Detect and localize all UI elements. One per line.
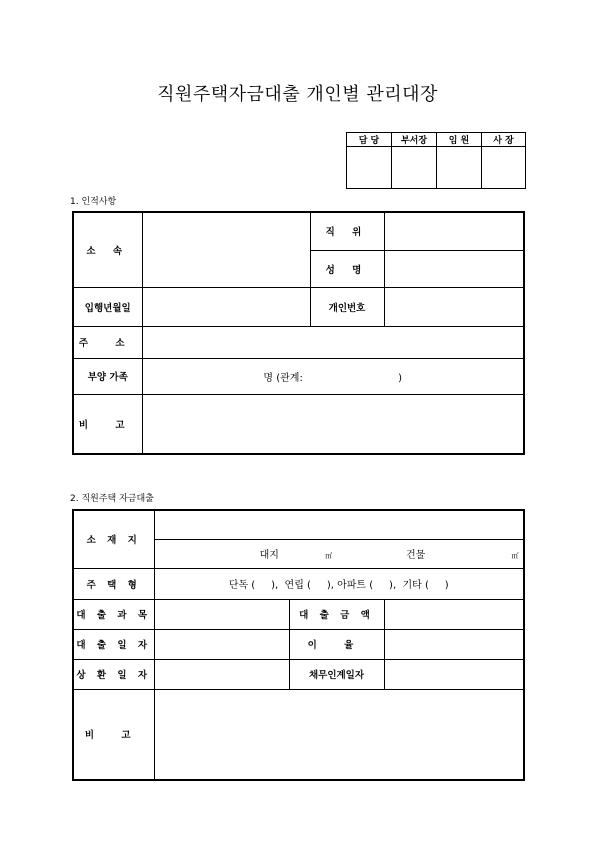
repay-date-field[interactable] xyxy=(154,659,289,689)
location-address-field[interactable] xyxy=(154,510,524,539)
loan-amount-label: 대 출 금 액 xyxy=(289,599,384,629)
loan-date-field[interactable] xyxy=(154,629,289,659)
interest-label: 이 율 xyxy=(289,629,384,659)
repay-date-label: 상 환 일 자 xyxy=(73,659,154,689)
position-label: 직 위 xyxy=(310,212,384,250)
land-text: 대지 xyxy=(259,550,279,561)
address-label: 주 소 xyxy=(73,326,142,358)
remarks-label: 비 고 xyxy=(73,394,142,454)
debt-confirm-label: 채무인계일자 xyxy=(289,659,384,689)
loan-remarks-label: 비 고 xyxy=(73,689,154,780)
land-unit: ㎡ xyxy=(325,552,333,560)
personal-no-field[interactable] xyxy=(384,287,524,326)
loan-info-table xyxy=(72,509,525,781)
approval-sign-manager[interactable] xyxy=(347,147,392,189)
approval-header-president: 사 장 xyxy=(482,133,526,147)
housing-type-label: 주 택 형 xyxy=(73,568,154,599)
name-label: 성 명 xyxy=(310,250,384,287)
location-label: 소 재 지 xyxy=(73,510,154,568)
position-field[interactable] xyxy=(384,212,524,250)
approval-sign-dept-head[interactable] xyxy=(392,147,437,189)
page-title: 직원주택자금대출 개인별 관리대장 xyxy=(157,84,438,105)
personal-no-label: 개인번호 xyxy=(310,287,384,326)
debt-confirm-field[interactable] xyxy=(384,659,524,689)
section1-heading: 1. 인적사항 xyxy=(70,197,117,207)
section2-heading: 2. 직원주택 자금대출 xyxy=(70,494,154,504)
housing-type-field[interactable]: 단독 ( ), 연립 ( ), 아파트 ( ), 기타 ( ) xyxy=(154,568,524,599)
area-field[interactable] xyxy=(154,539,524,568)
remarks-field[interactable] xyxy=(142,394,524,454)
loan-date-label: 대 출 일 자 xyxy=(73,629,154,659)
join-date-field[interactable] xyxy=(142,287,310,326)
interest-field[interactable] xyxy=(384,629,524,659)
approval-table xyxy=(346,132,526,189)
dependents-field[interactable]: 명 (관계: ) xyxy=(142,358,524,394)
approval-header-executive: 임 원 xyxy=(437,133,482,147)
approval-header-manager: 담 당 xyxy=(347,133,392,147)
building-unit: ㎡ xyxy=(511,552,519,560)
loan-remarks-field[interactable] xyxy=(154,689,524,780)
personal-info-table xyxy=(72,211,525,455)
affiliation-label: 소 속 xyxy=(73,212,142,287)
affiliation-field[interactable] xyxy=(142,212,310,287)
name-field[interactable] xyxy=(384,250,524,287)
approval-header-dept-head: 부서장 xyxy=(392,133,437,147)
approval-sign-executive[interactable] xyxy=(437,147,482,189)
approval-sign-president[interactable] xyxy=(482,147,526,189)
address-field[interactable] xyxy=(142,326,524,358)
join-date-label: 입행년월일 xyxy=(73,287,142,326)
dependents-label: 부양 가족 xyxy=(73,358,142,394)
loan-subject-field[interactable] xyxy=(154,599,289,629)
loan-amount-field[interactable] xyxy=(384,599,524,629)
building-text: 건물 xyxy=(406,550,426,561)
loan-subject-label: 대 출 과 목 xyxy=(73,599,154,629)
